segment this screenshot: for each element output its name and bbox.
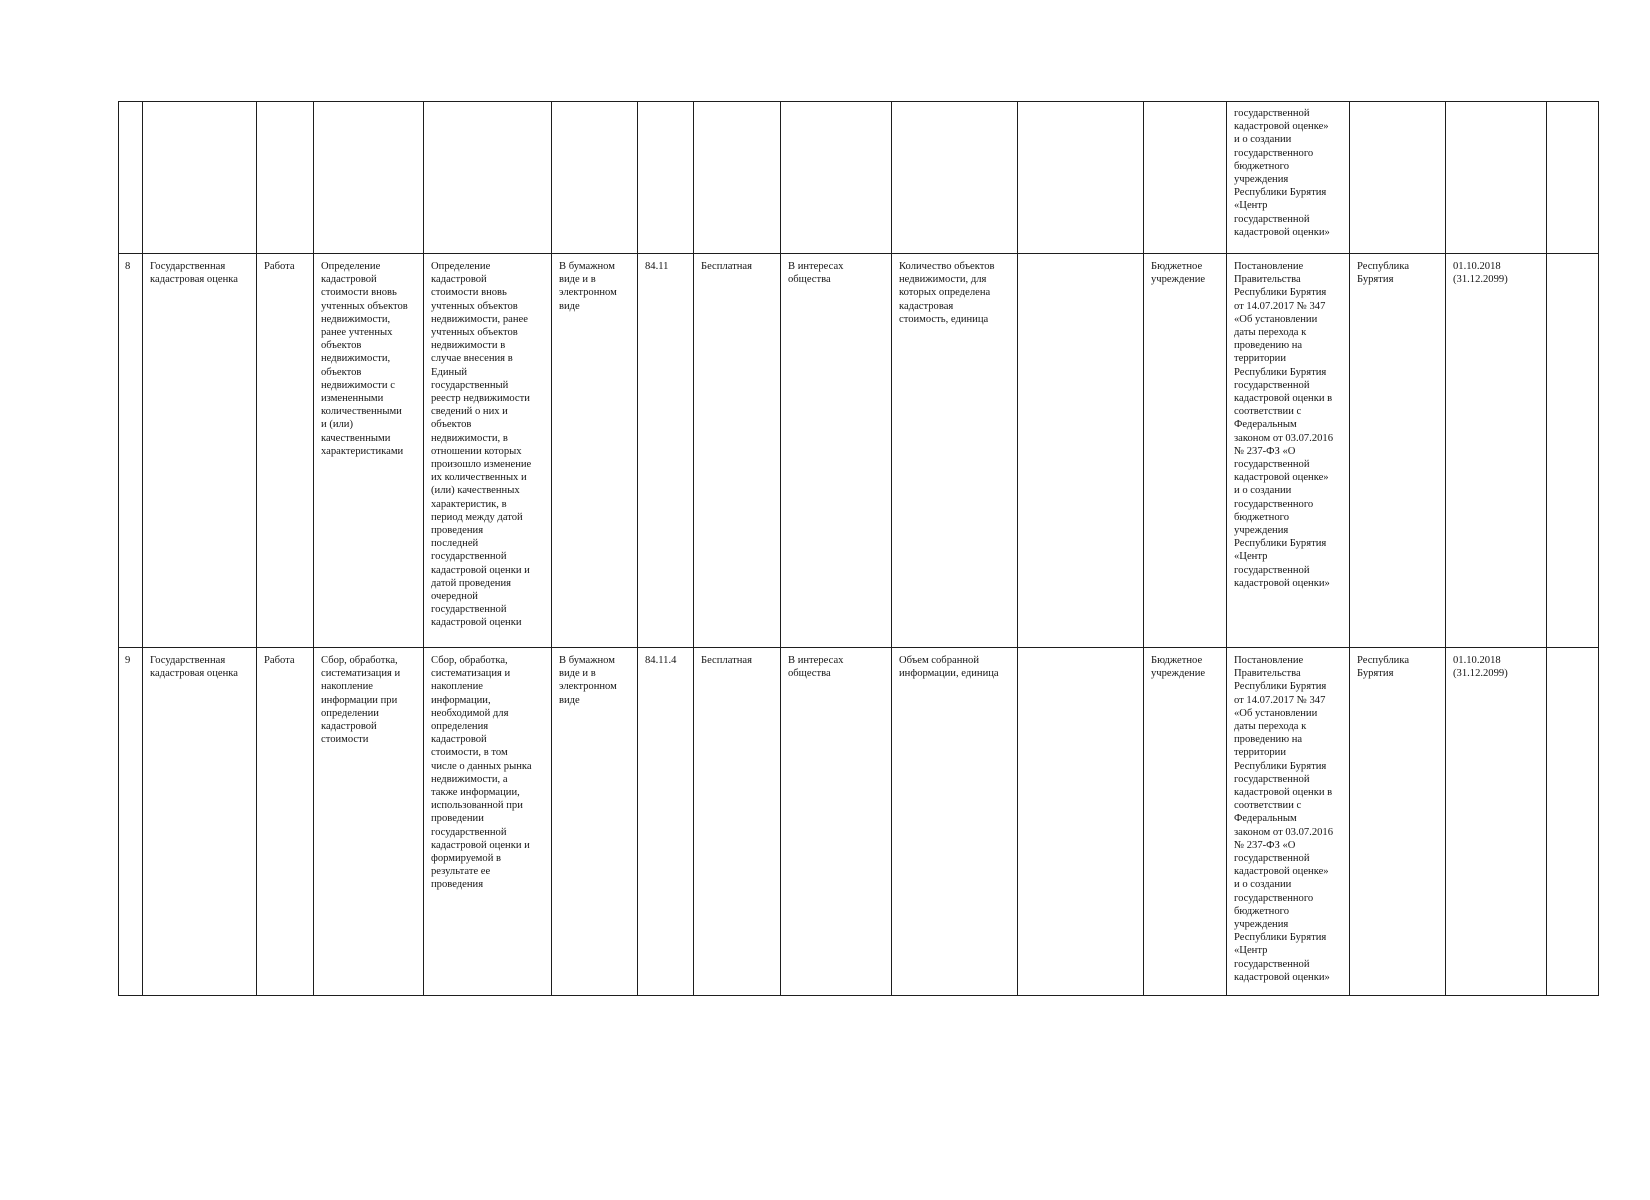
cell-form [552, 102, 638, 254]
cell-content-full: Сбор, обработка, систематизация и накопление информации, необходимой для определения кадастровой стоимости, в том числе о данных рынка недвижимости, а также информации, использованной при проведении государственной кадастровой оценки и формируемой в результате ее проведения [424, 648, 552, 996]
cell-paid: Бесплатная [694, 254, 781, 648]
cell-institution-type: Бюджетное учреждение [1144, 648, 1227, 996]
cell-institution-type: Бюджетное учреждение [1144, 254, 1227, 648]
cell-content-full: Определение кадастровой стоимости вновь учтенных объектов недвижимости, ранее учтенных объектов недвижимости в случае внесения в Единый государственный реестр недвижимости сведений о них и объектов недвижимости, в отношении которых произошло изменение их количественных и (или) качественных характеристик, в период между датой проведения последней государственной кадастровой оценки и датой проведения очередной государственной кадастровой оценки [424, 254, 552, 648]
cell-blank [1018, 254, 1144, 648]
registry-table [118, 101, 1599, 996]
cell-row-number: 8 [119, 254, 143, 648]
cell-activity-name: Государственная кадастровая оценка [143, 648, 257, 996]
cell-consumers: В интересах общества [781, 254, 892, 648]
cell-legal-basis: государственной кадастровой оценке» и о создании государственного бюджетного учреждения Республики Бурятия «Центр государственной кадастровой оценки» [1227, 102, 1350, 254]
cell-activity-type [257, 102, 314, 254]
cell-indicator: Объем собранной информации, единица [892, 648, 1018, 996]
cell-activity-type: Работа [257, 648, 314, 996]
cell-dates [1446, 102, 1547, 254]
cell-form: В бумажном виде и в электронном виде [552, 254, 638, 648]
cell-indicator: Количество объектов недвижимости, для которых определена кадастровая стоимость, единица [892, 254, 1018, 648]
cell-okved: 84.11 [638, 254, 694, 648]
cell-consumers [781, 102, 892, 254]
cell-dates: 01.10.2018 (31.12.2099) [1446, 648, 1547, 996]
cell-activity-name [143, 102, 257, 254]
cell-legal-basis: Постановление Правительства Республики Бурятия от 14.07.2017 № 347 «Об установлении даты перехода к проведению на территории Республики Бурятия государственной кадастровой оценки в соответствии с Федеральным законом от 03.07.2016 № 237-ФЗ «О государственной кадастровой оценке» и о создании государственного бюджетного учреждения Республики Бурятия «Центр государственной кадастровой оценки» [1227, 254, 1350, 648]
table-row [119, 254, 1599, 648]
cell-paid: Бесплатная [694, 648, 781, 996]
cell-okved: 84.11.4 [638, 648, 694, 996]
cell-row-number [119, 102, 143, 254]
cell-indicator [892, 102, 1018, 254]
cell-consumers: В интересах общества [781, 648, 892, 996]
cell-content-short: Определение кадастровой стоимости вновь учтенных объектов недвижимости, ранее учтенных объектов недвижимости, объектов недвижимости с измененными количественными и (или) качественными характеристиками [314, 254, 424, 648]
cell-owner: Республика Бурятия [1350, 648, 1446, 996]
cell-row-number: 9 [119, 648, 143, 996]
cell-blank [1018, 648, 1144, 996]
table-row-continuation [119, 102, 1599, 254]
cell-paid [694, 102, 781, 254]
cell-content-short [314, 102, 424, 254]
cell-activity-type: Работа [257, 254, 314, 648]
cell-last [1547, 648, 1599, 996]
cell-owner [1350, 102, 1446, 254]
cell-dates: 01.10.2018 (31.12.2099) [1446, 254, 1547, 648]
cell-legal-basis: Постановление Правительства Республики Бурятия от 14.07.2017 № 347 «Об установлении даты перехода к проведению на территории Республики Бурятия государственной кадастровой оценки в соответствии с Федеральным законом от 03.07.2016 № 237-ФЗ «О государственной кадастровой оценке» и о создании государственного бюджетного учреждения Республики Бурятия «Центр государственной кадастровой оценки» [1227, 648, 1350, 996]
cell-activity-name: Государственная кадастровая оценка [143, 254, 257, 648]
table-row [119, 648, 1599, 996]
cell-owner: Республика Бурятия [1350, 254, 1446, 648]
cell-content-short: Сбор, обработка, систематизация и накопление информации при определении кадастровой стоимости [314, 648, 424, 996]
cell-blank [1018, 102, 1144, 254]
cell-form: В бумажном виде и в электронном виде [552, 648, 638, 996]
cell-content-full [424, 102, 552, 254]
cell-institution-type [1144, 102, 1227, 254]
cell-last [1547, 254, 1599, 648]
cell-okved [638, 102, 694, 254]
cell-last [1547, 102, 1599, 254]
